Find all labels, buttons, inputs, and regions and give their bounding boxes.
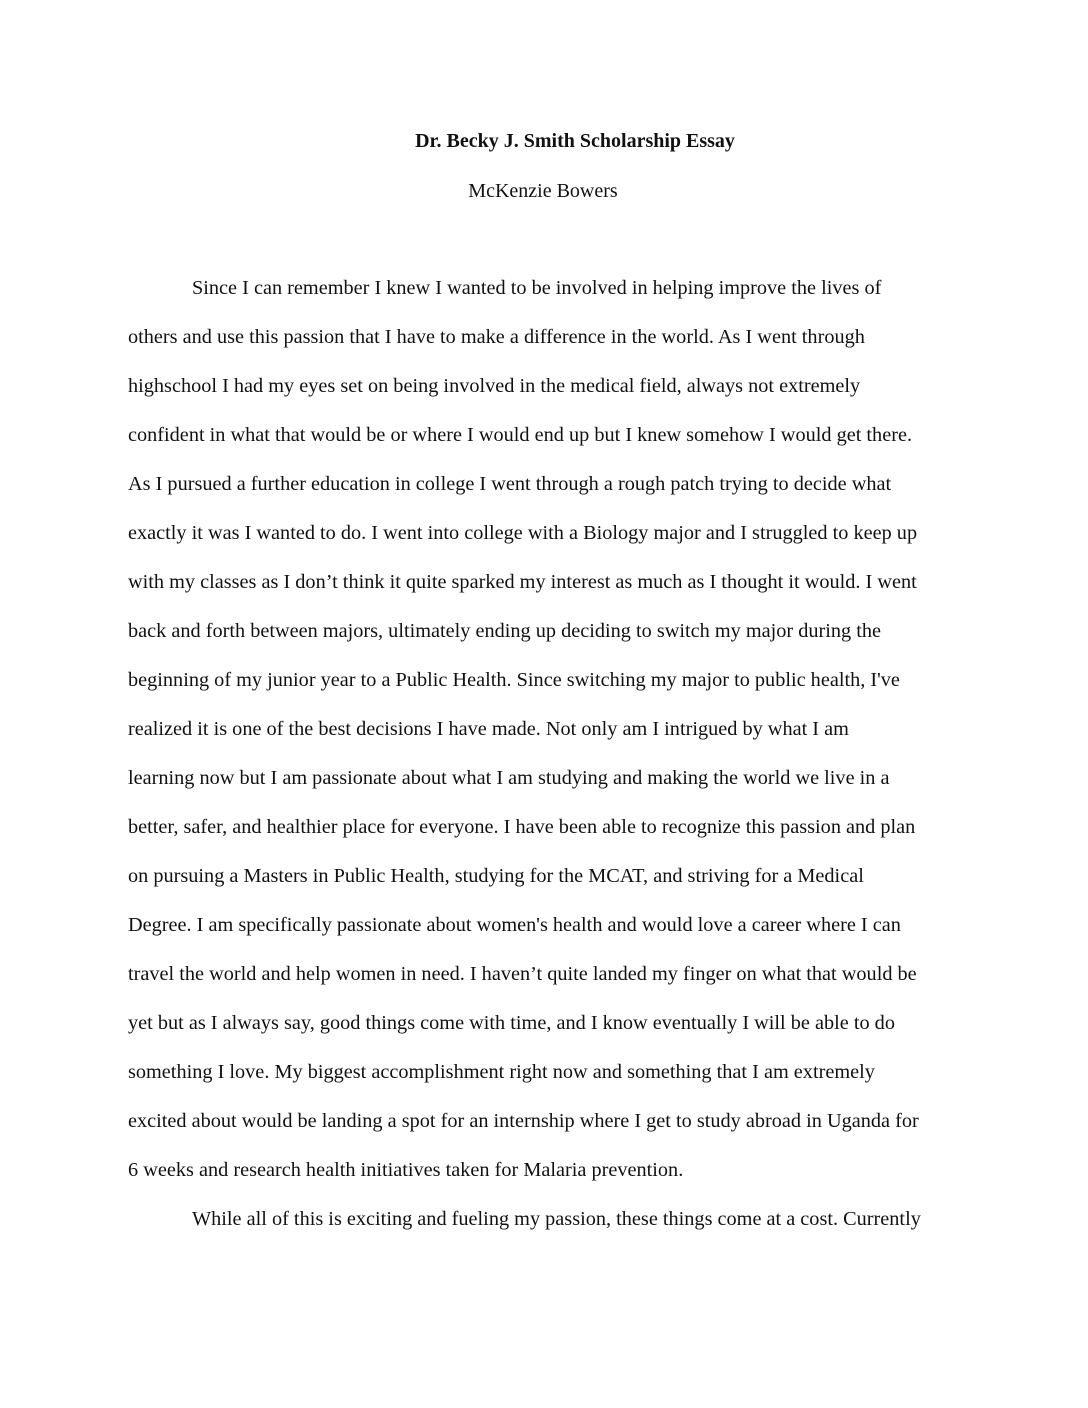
paragraph-1-line: Since I can remember I knew I wanted to be involved in helping improve the lives of [192,277,882,299]
paragraph-1-line: As I pursued a further education in college I went through a rough patch trying to decide what [128,473,892,495]
paragraph-1-line: confident in what that would be or where I would end up but I knew somehow I would get there. [128,424,913,446]
paragraph-1-line: exactly it was I wanted to do. I went into college with a Biology major and I struggled to keep up [128,522,918,544]
paragraph-1-line: others and use this passion that I have to make a difference in the world. As I went through [128,326,865,348]
paragraph-1-line: better, safer, and healthier place for everyone. I have been able to recognize this passion and plan [128,816,916,838]
paragraph-1-line: learning now but I am passionate about what I am studying and making the world we live in a [128,767,890,789]
paragraph-1-line: back and forth between majors, ultimately ending up deciding to switch my major during the [128,620,882,642]
paragraph-1-line: with my classes as I don’t think it quite sparked my interest as much as I thought it would. I went [128,571,917,593]
paragraph-1-line: Degree. I am specifically passionate about women's health and would love a career where I can [128,914,901,936]
essay-title: Dr. Becky J. Smith Scholarship Essay [415,130,735,152]
paragraph-1-line: 6 weeks and research health initiatives taken for Malaria prevention. [128,1159,684,1181]
author-name: McKenzie Bowers [468,180,618,202]
paragraph-1-line: highschool I had my eyes set on being involved in the medical field, always not extremely [128,375,861,397]
paragraph-1-line: yet but as I always say, good things come with time, and I know eventually I will be able to do [128,1012,895,1034]
paragraph-2-line: While all of this is exciting and fueling my passion, these things come at a cost. Currently [192,1208,921,1230]
paragraph-1-line: on pursuing a Masters in Public Health, studying for the MCAT, and striving for a Medical [128,865,864,887]
essay-body [128,274,968,1254]
paragraph-1-line: something I love. My biggest accomplishment right now and something that I am extremely [128,1061,875,1083]
paragraph-1-line: excited about would be landing a spot for an internship where I get to study abroad in Uganda for [128,1110,919,1132]
paragraph-1-line: travel the world and help women in need. I haven’t quite landed my finger on what that would be [128,963,917,985]
paragraph-1-line: realized it is one of the best decisions I have made. Not only am I intrigued by what I am [128,718,849,740]
paragraph-1-line: beginning of my junior year to a Public Health. Since switching my major to public health, I've [128,669,900,691]
